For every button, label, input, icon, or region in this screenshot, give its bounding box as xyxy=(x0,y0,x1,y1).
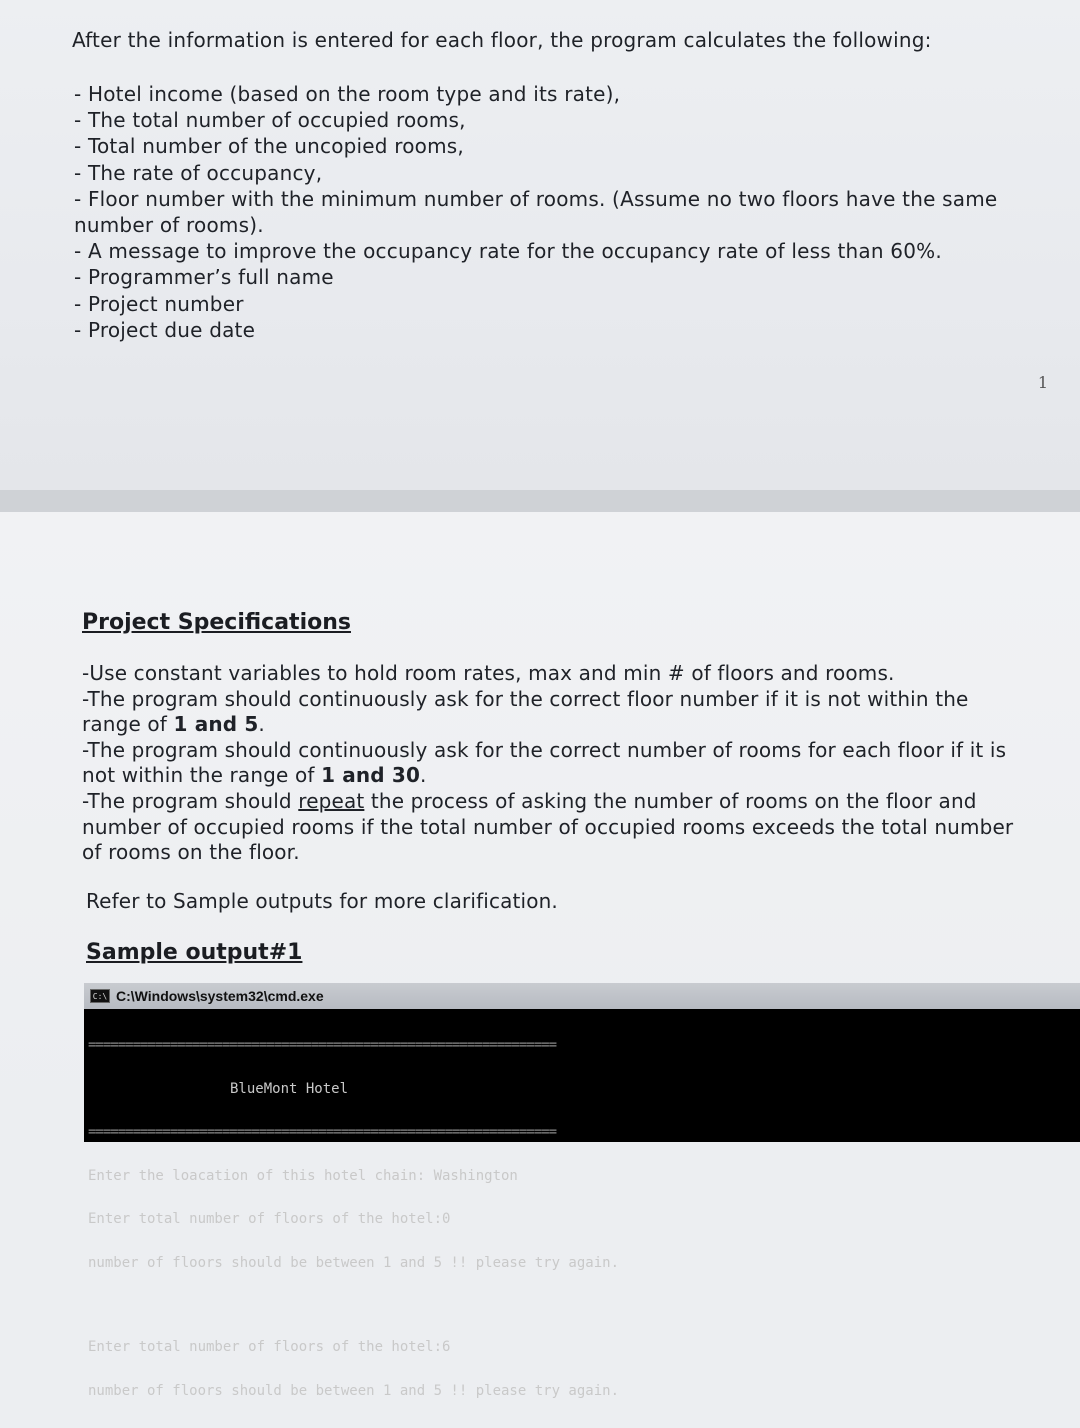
spec-bold: 30 xyxy=(391,763,421,788)
console-blank-line xyxy=(88,1299,1080,1311)
list-item: - Project due date xyxy=(74,317,256,342)
console-header: BlueMont Hotel xyxy=(230,1080,349,1097)
console-line: number of floors should be between 1 and 5 !! please try again. xyxy=(88,1254,620,1271)
list-item: - The rate of occupancy, xyxy=(74,160,323,185)
refer-text: Refer to Sample outputs for more clarification. xyxy=(86,889,558,913)
spec-bold: and xyxy=(187,712,245,737)
spec-text: -The program should continuously ask for the correct floor number if it is not within the range of xyxy=(82,686,969,737)
console-line: Enter the loacation of this hotel chain: Washington xyxy=(88,1167,518,1184)
list-item: - Hotel income (based on the room type and its rate), xyxy=(74,82,621,106)
console-rule: =============================================================== xyxy=(88,1124,557,1140)
console-line: number of floors should be between 1 and 5 !! please try again. xyxy=(88,1382,620,1399)
spec-bold: 1 xyxy=(173,712,188,737)
console-line: Enter total number of floors of the hotel:6 xyxy=(88,1339,451,1355)
spec-paragraph xyxy=(82,687,1032,738)
spec-text: the process of asking the number of rooms on the floor and number of occupied rooms if the total number of occupied rooms exceeds the total number of rooms on the floor. xyxy=(82,788,1014,865)
console-output xyxy=(84,1009,1080,1427)
spec-text: -The program should continuously ask for the correct number of rooms for each floor if it is not within the range of xyxy=(82,737,1007,788)
cmd-icon: C:\ xyxy=(90,989,110,1003)
spec-paragraph xyxy=(82,738,1032,789)
calculations-list xyxy=(74,81,1004,343)
spec-paragraph xyxy=(82,661,1032,687)
list-item: - Floor number with the minimum number of rooms. (Assume no two floors have the same number of rooms). xyxy=(74,186,1004,238)
spec-underline: repeat xyxy=(298,788,365,813)
page-number: 1 xyxy=(1037,373,1048,392)
section-heading-specifications: Project Specifications xyxy=(82,610,351,635)
spec-bold: 1 xyxy=(321,763,336,788)
document-page-1 xyxy=(0,0,1080,490)
list-item: - Total number of the uncopied rooms, xyxy=(74,134,464,159)
console-titlebar xyxy=(84,983,1080,1009)
spec-bold: and xyxy=(335,763,392,788)
section-heading-sample-output: Sample output#1 xyxy=(86,940,303,965)
list-item: - A message to improve the occupancy rate for the occupancy rate of less than 60%. xyxy=(74,239,942,264)
spec-text: . xyxy=(258,712,265,737)
spec-text: -Use constant variables to hold room rates, max and min # of floors and rooms. xyxy=(82,661,895,685)
list-item: - The total number of occupied rooms, xyxy=(74,108,466,133)
list-item: - Programmer’s full name xyxy=(74,265,334,290)
page-break xyxy=(0,490,1080,512)
intro-text: After the information is entered for each floor, the program calculates the following: xyxy=(72,28,932,52)
list-item: - Project number xyxy=(74,291,244,316)
spec-paragraph xyxy=(82,789,1032,866)
spec-bold: 5 xyxy=(244,712,259,737)
console-rule: =============================================================== xyxy=(88,1037,557,1053)
specifications-text xyxy=(82,661,1032,866)
console-line: Enter total number of floors of the hotel:0 xyxy=(88,1211,451,1227)
console-title: C:\Windows\system32\cmd.exe xyxy=(116,988,324,1004)
spec-text: . xyxy=(420,763,427,788)
spec-text: -The program should xyxy=(82,788,299,813)
console-window xyxy=(84,983,1080,1399)
